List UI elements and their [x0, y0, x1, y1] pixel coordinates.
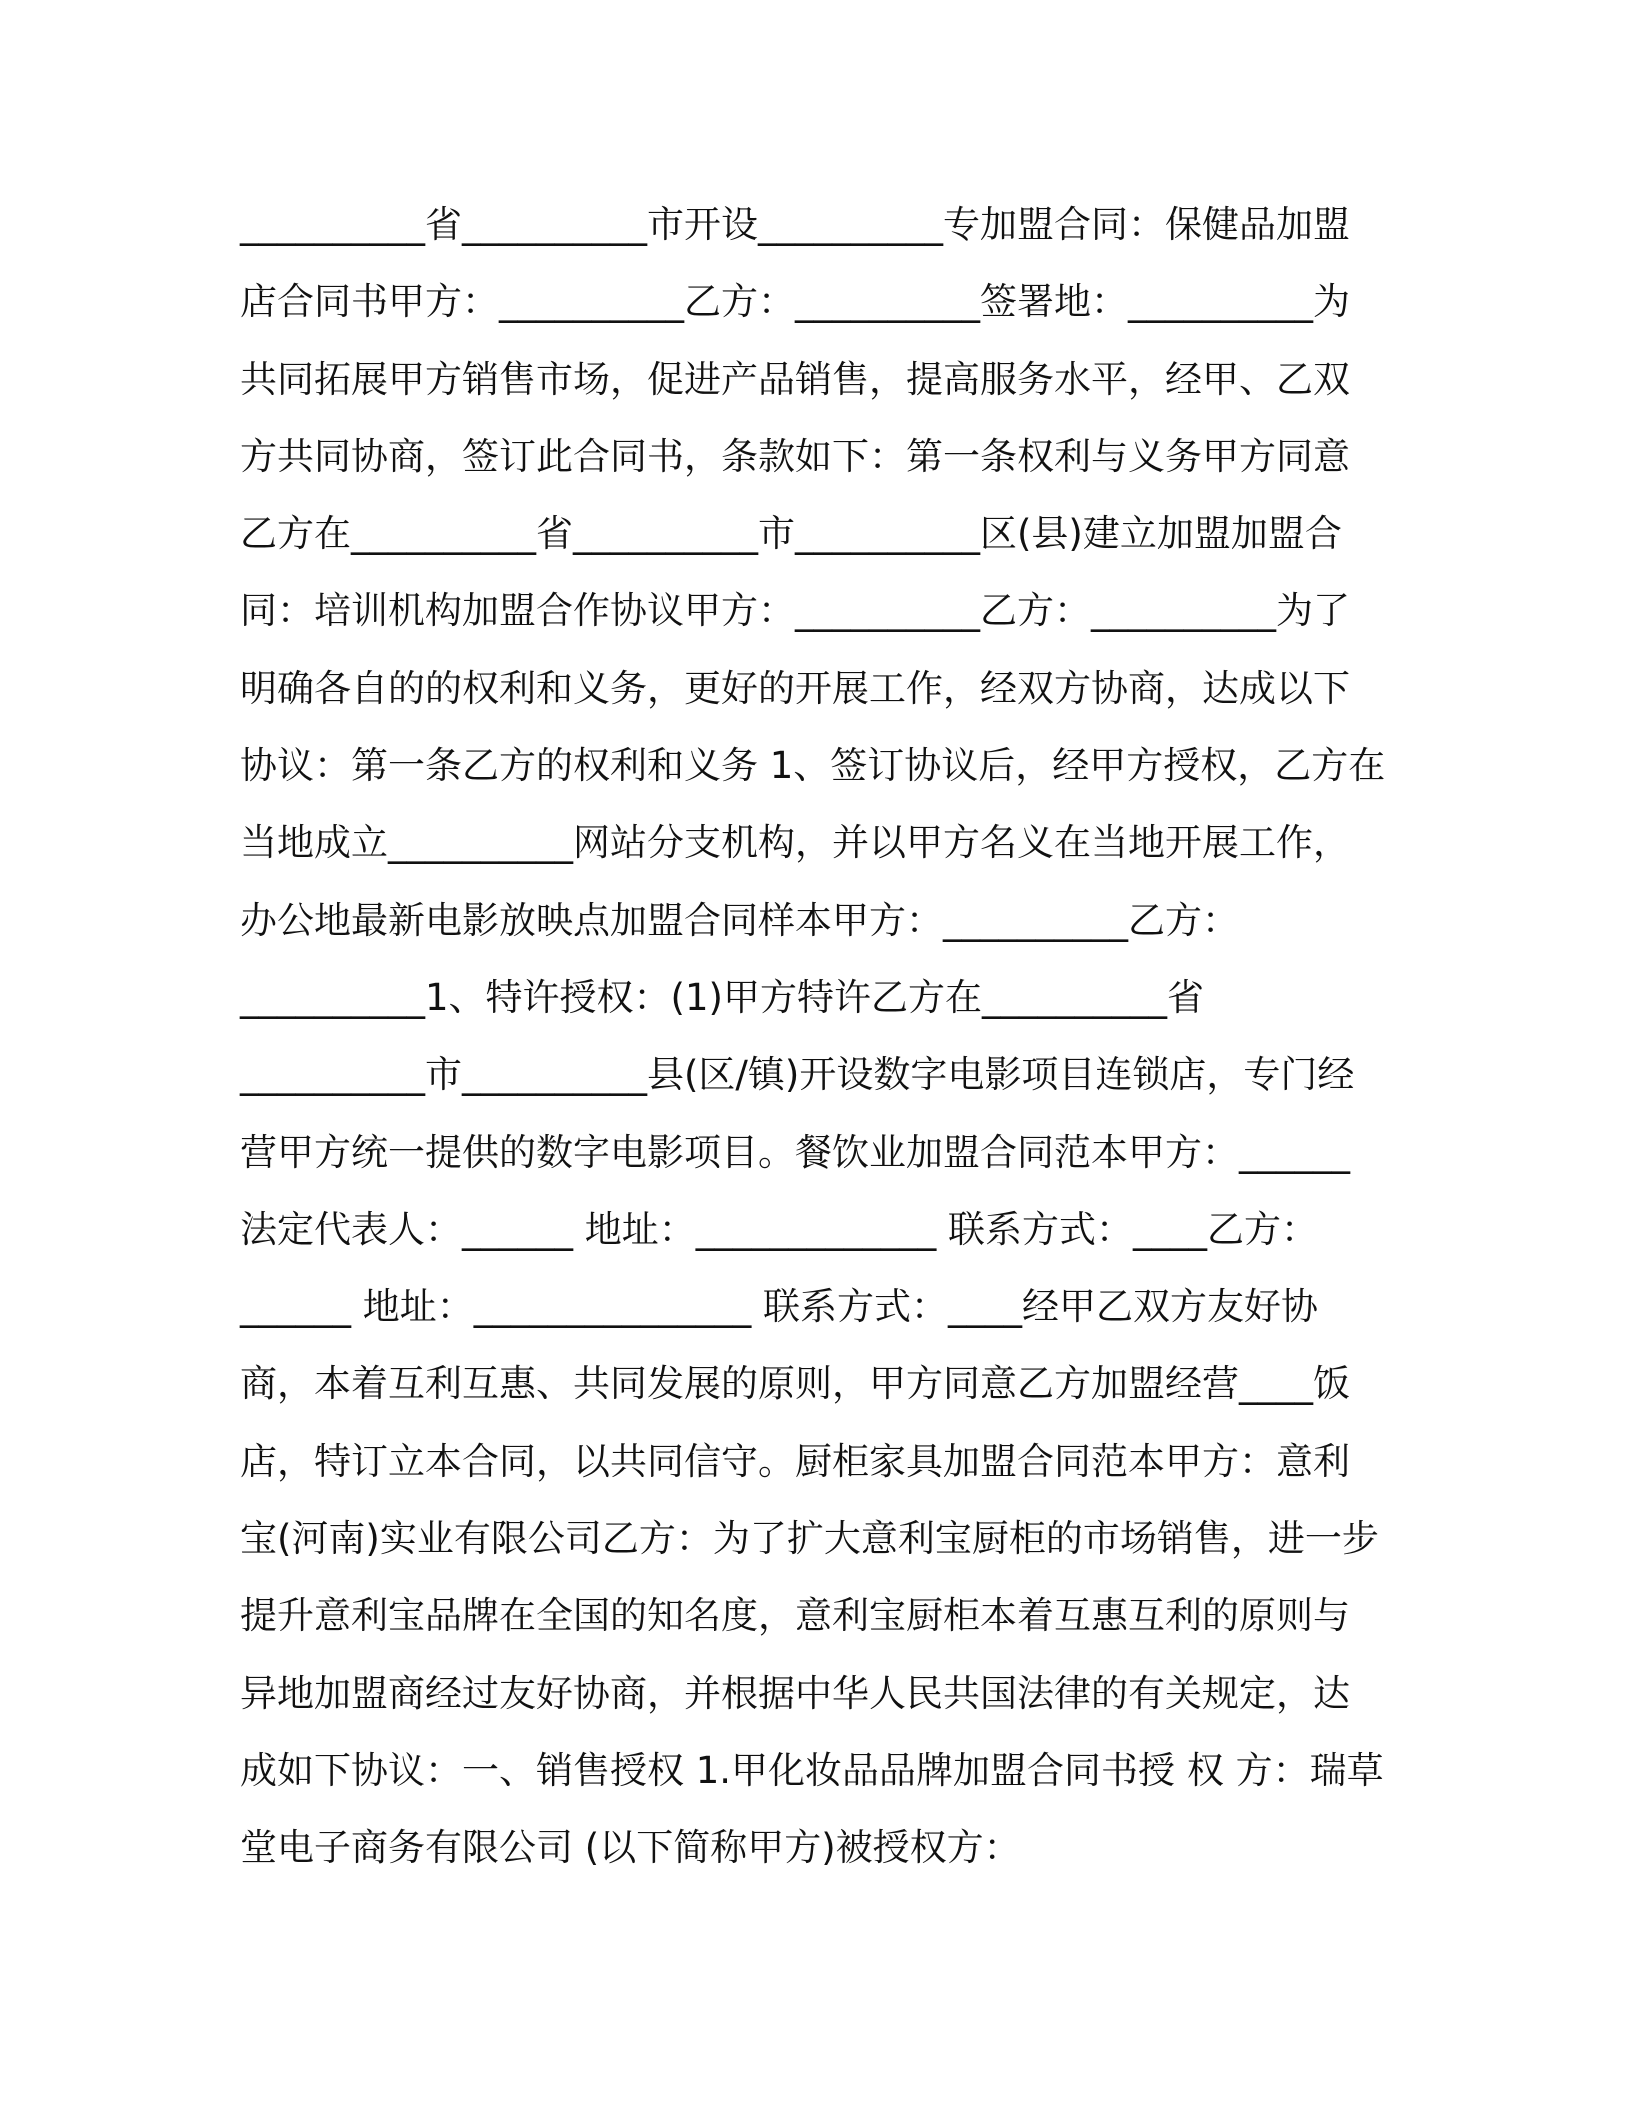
text-line: 办公地最新电影放映点加盟合同样本甲方：__________乙方：: [240, 898, 1239, 942]
text-line: __________1、特许授权：(1)甲方特许乙方在__________省: [240, 975, 1204, 1019]
text-line: 明确各自的的权利和义务，更好的开展工作，经双方协商，达成以下: [240, 666, 1350, 710]
text-line: 乙方在__________省__________市__________区(县)建立加盟加盟合: [240, 512, 1342, 556]
text-line: 异地加盟商经过友好协商，并根据中华人民共国法律的有关规定，达: [240, 1671, 1350, 1715]
text-line: 同：培训机构加盟合作协议甲方：__________乙方：__________为了: [240, 589, 1350, 633]
text-line: ______ 地址：_______________ 联系方式：____经甲乙双方友好协: [240, 1285, 1319, 1329]
text-line: 堂电子商务有限公司 (以下简称甲方)被授权方：: [240, 1826, 1021, 1870]
text-line: 营甲方统一提供的数字电影项目。餐饮业加盟合同范本甲方：______: [240, 1130, 1350, 1174]
text-line: 宝(河南)实业有限公司乙方：为了扩大意利宝厨柜的市场销售，进一步: [240, 1517, 1379, 1561]
text-line: 法定代表人：______ 地址：_____________ 联系方式：____乙方：: [240, 1207, 1319, 1251]
text-line: 成如下协议：一、销售授权 1.甲化妆品品牌加盟合同书授 权 方：瑞草: [240, 1748, 1384, 1792]
text-line: 店，特订立本合同，以共同信守。厨柜家具加盟合同范本甲方：意利: [240, 1439, 1350, 1483]
text-line: 当地成立__________网站分支机构，并以甲方名义在当地开展工作，: [240, 821, 1350, 865]
text-line: 提升意利宝品牌在全国的知名度，意利宝厨柜本着互惠互利的原则与: [240, 1594, 1350, 1638]
text-line: 店合同书甲方：__________乙方：__________签署地：__________为: [240, 280, 1350, 324]
text-line: 协议：第一条乙方的权利和义务 1、签订协议后，经甲方授权，乙方在: [240, 744, 1386, 788]
text-line: __________市__________县(区/镇)开设数字电影项目连锁店，专门经: [240, 1053, 1355, 1097]
text-line: 商，本着互利互惠、共同发展的原则，甲方同意乙方加盟经营____饭: [240, 1362, 1350, 1406]
text-line: 共同拓展甲方销售市场，促进产品销售，提高服务水平，经甲、乙双: [240, 357, 1350, 401]
document-body: [240, 186, 1402, 1887]
text-line: 方共同协商，签订此合同书，条款如下：第一条权利与义务甲方同意: [240, 434, 1350, 478]
text-line: __________省__________市开设__________专加盟合同：保健品加盟: [240, 203, 1350, 246]
